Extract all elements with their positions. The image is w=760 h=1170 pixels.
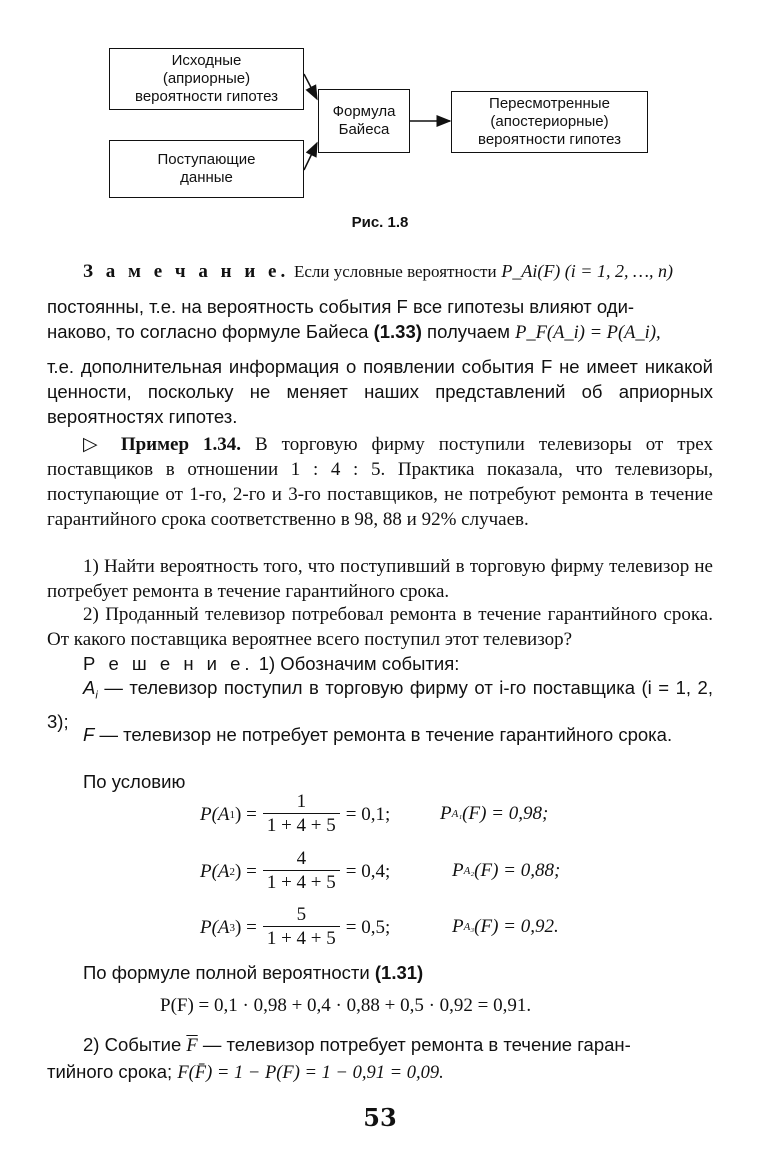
formula-row-2-right: P A₂ (F) = 0,88; [452, 860, 561, 881]
formula-row-1: P(A 1 ) = $\frac{1}{1 + 4 + 5}$ = 0,1; [200, 791, 391, 836]
remark-heading: З а м е ч а н и е. [83, 261, 290, 282]
remark-line-3: наково, то согласно формуле Байеса (1.33) получаем P_F(A_i) = P(A_i), [47, 321, 661, 343]
posterior-probabilities-box: Пересмотренные (апостериорные) вероятности гипотез [451, 91, 648, 153]
question-1: 1) Найти вероятность того, что поступивший в торговую фирму телевизор не потребует ремонта в течение гарантийного срока. [47, 556, 713, 602]
formula-row-3-right: P A₃ (F) = 0,92. [452, 916, 559, 937]
remark-line-4: т.е. дополнительная информация о появлении события F не имеет никакой ценности, поскольку не меняет наших представлений об априорных вероятностях гипотез. [47, 356, 713, 427]
total-probability-label: По формуле полной вероятности (1.31) [83, 962, 424, 983]
question-2: 2) Проданный телевизор потребовал ремонта в течение гарантийного срока. От какого поставщика вероятнее всего поступил этот телевизор? [47, 604, 713, 650]
incoming-data-box: Поступающие данные [109, 140, 304, 198]
example-paragraph: ▷ Пример 1.34. В торговую фирму поступили телевизоры от трех поставщиков в отношении 1 : 4 : 5. Практика показала, что телевизоры, поступающие от 1-го, 2-го и 3-го поставщиков, не потребуют ремонта в течение гарантийного срока соответственно в 98, 88 и 92% случаев. [47, 434, 713, 530]
example-heading: ▷ Пример 1.34. [83, 434, 242, 455]
bayes-formula-box: Формула Байеса [318, 89, 410, 153]
part-2-line-2: тийного срока; F(F̄) = 1 − P(F) = 1 − 0,91 = 0,09. [47, 1061, 444, 1083]
condition-label: По условию [83, 771, 186, 792]
event-ai-definition: $A_i$ — телевизор поступил в торговую фирму от i-го поставщика (i = 1, 2, 3); [47, 677, 713, 732]
solution-intro: Р е ш е н и е. 1) Обозначим события: [83, 653, 460, 674]
remark-formula-1: P_Ai(F) (i = 1, 2, …, n) [501, 261, 673, 281]
figure-caption: Рис. 1.8 [351, 214, 409, 231]
page-number: 53 [363, 1103, 397, 1132]
total-probability-formula: P(F) = 0,1 · 0,98 + 0,4 · 0,88 + 0,5 · 0,92 = 0,91. [160, 995, 532, 1016]
formula-row-2: P(A 2 ) = $\frac{4}{1 + 4 + 5}$ = 0,4; [200, 848, 391, 893]
arrow-data-to-bayes [304, 143, 317, 170]
remark-line-2: постоянны, т.е. на вероятность события F все гипотезы влияют оди- [47, 296, 635, 317]
formula-row-3: P(A 3 ) = $\frac{5}{1 + 4 + 5}$ = 0,5; [200, 904, 391, 949]
event-f-definition: F — телевизор не потребует ремонта в течение гарантийного срока. [83, 724, 673, 745]
part-2-line-1: 2) Событие $\overline{F}$ — телевизор потребует ремонта в течение гаран- [83, 1034, 631, 1056]
remark-formula-2: P_F(A_i) = P(A_i), [515, 323, 661, 343]
formula-row-1-right: P A₁ (F) = 0,98; [440, 803, 549, 824]
prior-probabilities-box: Исходные (априорные) вероятности гипотез [109, 48, 304, 110]
arrow-prior-to-bayes [304, 74, 317, 99]
remark-line-1: З а м е ч а н и е. Если условные вероятности P_Ai(F) (i = 1, 2, …, n) [83, 261, 673, 282]
diagram-arrows [0, 0, 760, 220]
solution-heading: Р е ш е н и е. [83, 653, 254, 674]
